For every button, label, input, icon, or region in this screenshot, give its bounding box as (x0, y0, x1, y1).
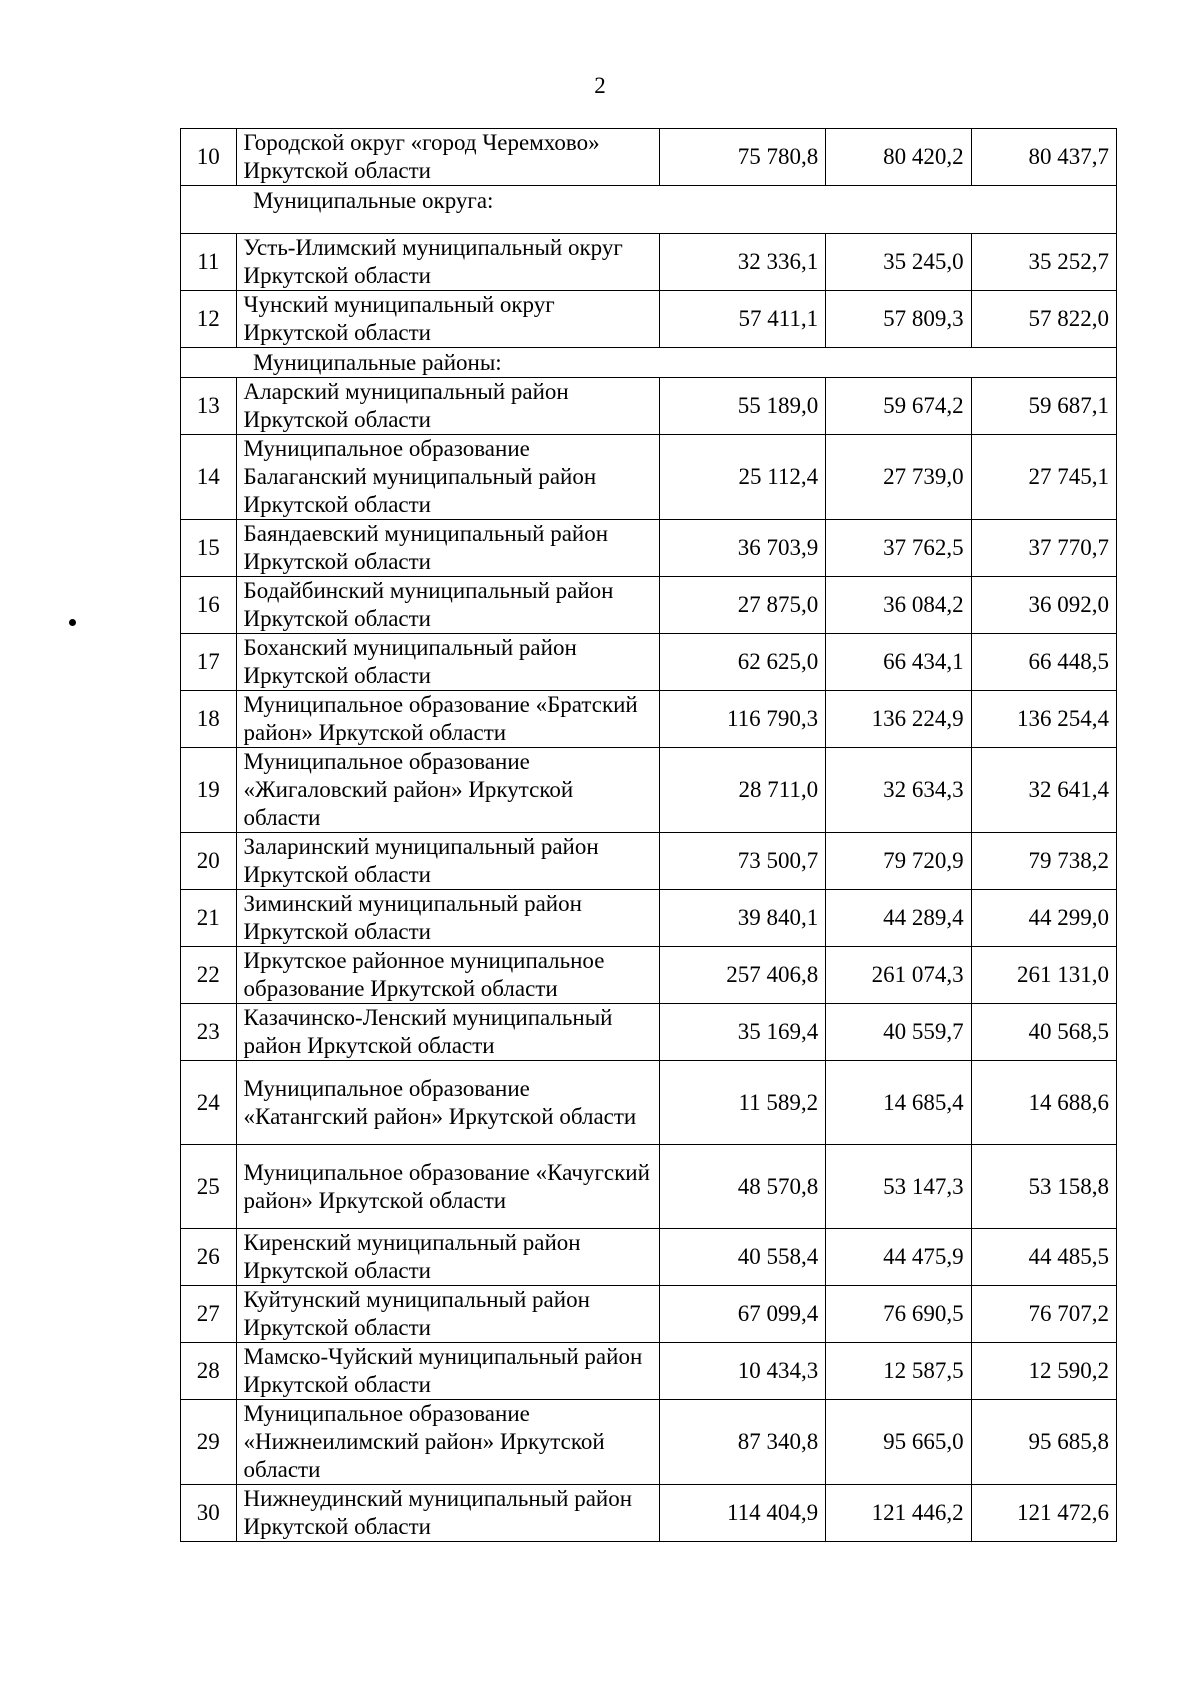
table-row (181, 1485, 1117, 1542)
table-row (181, 520, 1117, 577)
value-col-3: 76 707,2 (971, 1286, 1116, 1343)
table-row (181, 129, 1117, 186)
value-col-1: 11 589,2 (659, 1061, 826, 1145)
table-row (181, 691, 1117, 748)
row-number: 25 (181, 1145, 237, 1229)
value-col-2: 76 690,5 (826, 1286, 971, 1343)
value-col-3: 44 485,5 (971, 1229, 1116, 1286)
row-number: 15 (181, 520, 237, 577)
value-col-2: 59 674,2 (826, 378, 971, 435)
value-col-2: 35 245,0 (826, 234, 971, 291)
municipality-name: Боханский муниципальный район Иркутской области (236, 634, 659, 691)
value-col-1: 25 112,4 (659, 435, 826, 520)
value-col-2: 36 084,2 (826, 577, 971, 634)
value-col-3: 40 568,5 (971, 1004, 1116, 1061)
value-col-2: 79 720,9 (826, 833, 971, 890)
value-col-3: 53 158,8 (971, 1145, 1116, 1229)
value-col-3: 36 092,0 (971, 577, 1116, 634)
section-header-row (181, 348, 1117, 378)
value-col-2: 40 559,7 (826, 1004, 971, 1061)
value-col-2: 44 289,4 (826, 890, 971, 947)
value-col-3: 57 822,0 (971, 291, 1116, 348)
row-number: 29 (181, 1400, 237, 1485)
value-col-2: 57 809,3 (826, 291, 971, 348)
value-col-1: 39 840,1 (659, 890, 826, 947)
budget-table-body (181, 129, 1117, 1542)
value-col-3: 27 745,1 (971, 435, 1116, 520)
row-number: 30 (181, 1485, 237, 1542)
municipality-name: Баяндаевский муниципальный район Иркутской области (236, 520, 659, 577)
municipality-name: Зиминский муниципальный район Иркутской области (236, 890, 659, 947)
municipality-name: Муниципальное образование «Братский район» Иркутской области (236, 691, 659, 748)
row-number: 17 (181, 634, 237, 691)
value-col-2: 80 420,2 (826, 129, 971, 186)
municipality-name: Муниципальное образование «Качугский район» Иркутской области (236, 1145, 659, 1229)
value-col-2: 27 739,0 (826, 435, 971, 520)
value-col-1: 48 570,8 (659, 1145, 826, 1229)
row-number: 10 (181, 129, 237, 186)
value-col-1: 62 625,0 (659, 634, 826, 691)
value-col-1: 35 169,4 (659, 1004, 826, 1061)
value-col-1: 40 558,4 (659, 1229, 826, 1286)
row-number: 20 (181, 833, 237, 890)
value-col-2: 32 634,3 (826, 748, 971, 833)
value-col-3: 66 448,5 (971, 634, 1116, 691)
value-col-1: 87 340,8 (659, 1400, 826, 1485)
value-col-3: 44 299,0 (971, 890, 1116, 947)
value-col-3: 12 590,2 (971, 1343, 1116, 1400)
row-number: 24 (181, 1061, 237, 1145)
table-row (181, 1229, 1117, 1286)
value-col-2: 95 665,0 (826, 1400, 971, 1485)
municipality-name: Муниципальное образование «Жигаловский район» Иркутской области (236, 748, 659, 833)
row-number: 14 (181, 435, 237, 520)
value-col-1: 75 780,8 (659, 129, 826, 186)
value-col-1: 27 875,0 (659, 577, 826, 634)
row-number: 21 (181, 890, 237, 947)
table-row (181, 1286, 1117, 1343)
value-col-1: 28 711,0 (659, 748, 826, 833)
table-row (181, 1145, 1117, 1229)
value-col-2: 44 475,9 (826, 1229, 971, 1286)
table-row (181, 1004, 1117, 1061)
municipality-name: Казачинско-Ленский муниципальный район Иркутской области (236, 1004, 659, 1061)
value-col-1: 73 500,7 (659, 833, 826, 890)
value-col-2: 14 685,4 (826, 1061, 971, 1145)
value-col-1: 257 406,8 (659, 947, 826, 1004)
value-col-2: 53 147,3 (826, 1145, 971, 1229)
row-number: 13 (181, 378, 237, 435)
budget-table (180, 128, 1117, 1542)
value-col-1: 32 336,1 (659, 234, 826, 291)
row-number: 18 (181, 691, 237, 748)
section-heading-okruga: Муниципальные округа: (181, 186, 1117, 234)
row-number: 22 (181, 947, 237, 1004)
value-col-3: 59 687,1 (971, 378, 1116, 435)
value-col-2: 12 587,5 (826, 1343, 971, 1400)
value-col-2: 37 762,5 (826, 520, 971, 577)
value-col-3: 14 688,6 (971, 1061, 1116, 1145)
municipality-name: Чунский муниципальный округ Иркутской области (236, 291, 659, 348)
row-number: 23 (181, 1004, 237, 1061)
value-col-3: 136 254,4 (971, 691, 1116, 748)
value-col-3: 121 472,6 (971, 1485, 1116, 1542)
value-col-1: 55 189,0 (659, 378, 826, 435)
municipality-name: Муниципальное образование «Катангский район» Иркутской области (236, 1061, 659, 1145)
table-row (181, 435, 1117, 520)
value-col-1: 67 099,4 (659, 1286, 826, 1343)
section-heading-rayony: Муниципальные районы: (181, 348, 1117, 378)
municipality-name: Куйтунский муниципальный район Иркутской области (236, 1286, 659, 1343)
table-row (181, 748, 1117, 833)
municipality-name: Бодайбинский муниципальный район Иркутской области (236, 577, 659, 634)
value-col-1: 10 434,3 (659, 1343, 826, 1400)
value-col-3: 261 131,0 (971, 947, 1116, 1004)
municipality-name: Киренский муниципальный район Иркутской области (236, 1229, 659, 1286)
stray-dot (69, 619, 76, 626)
table-row (181, 833, 1117, 890)
row-number: 11 (181, 234, 237, 291)
municipality-name: Муниципальное образование Балаганский муниципальный район Иркутской области (236, 435, 659, 520)
row-number: 28 (181, 1343, 237, 1400)
value-col-1: 57 411,1 (659, 291, 826, 348)
municipality-name: Аларский муниципальный район Иркутской области (236, 378, 659, 435)
table-row (181, 947, 1117, 1004)
table-row (181, 634, 1117, 691)
value-col-2: 121 446,2 (826, 1485, 971, 1542)
value-col-3: 95 685,8 (971, 1400, 1116, 1485)
municipality-name: Муниципальное образование «Нижнеилимский район» Иркутской области (236, 1400, 659, 1485)
section-header-row (181, 186, 1117, 234)
table-row (181, 890, 1117, 947)
value-col-3: 80 437,7 (971, 129, 1116, 186)
municipality-name: Мамско-Чуйский муниципальный район Иркутской области (236, 1343, 659, 1400)
table-row (181, 291, 1117, 348)
row-number: 19 (181, 748, 237, 833)
value-col-1: 36 703,9 (659, 520, 826, 577)
municipality-name: Заларинский муниципальный район Иркутской области (236, 833, 659, 890)
value-col-1: 114 404,9 (659, 1485, 826, 1542)
value-col-2: 136 224,9 (826, 691, 971, 748)
value-col-2: 261 074,3 (826, 947, 971, 1004)
table-row (181, 234, 1117, 291)
page-number: 2 (594, 73, 606, 98)
table-row (181, 1061, 1117, 1145)
municipality-name: Усть-Илимский муниципальный округ Иркутской области (236, 234, 659, 291)
value-col-3: 79 738,2 (971, 833, 1116, 890)
municipality-name: Городской округ «город Черемхово» Иркутской области (236, 129, 659, 186)
municipality-name: Иркутское районное муниципальное образование Иркутской области (236, 947, 659, 1004)
row-number: 16 (181, 577, 237, 634)
table-row (181, 1400, 1117, 1485)
row-number: 12 (181, 291, 237, 348)
municipality-name: Нижнеудинский муниципальный район Иркутской области (236, 1485, 659, 1542)
value-col-2: 66 434,1 (826, 634, 971, 691)
table-row (181, 1343, 1117, 1400)
row-number: 26 (181, 1229, 237, 1286)
value-col-3: 35 252,7 (971, 234, 1116, 291)
value-col-3: 37 770,7 (971, 520, 1116, 577)
table-row (181, 378, 1117, 435)
value-col-1: 116 790,3 (659, 691, 826, 748)
table-row (181, 577, 1117, 634)
value-col-3: 32 641,4 (971, 748, 1116, 833)
row-number: 27 (181, 1286, 237, 1343)
